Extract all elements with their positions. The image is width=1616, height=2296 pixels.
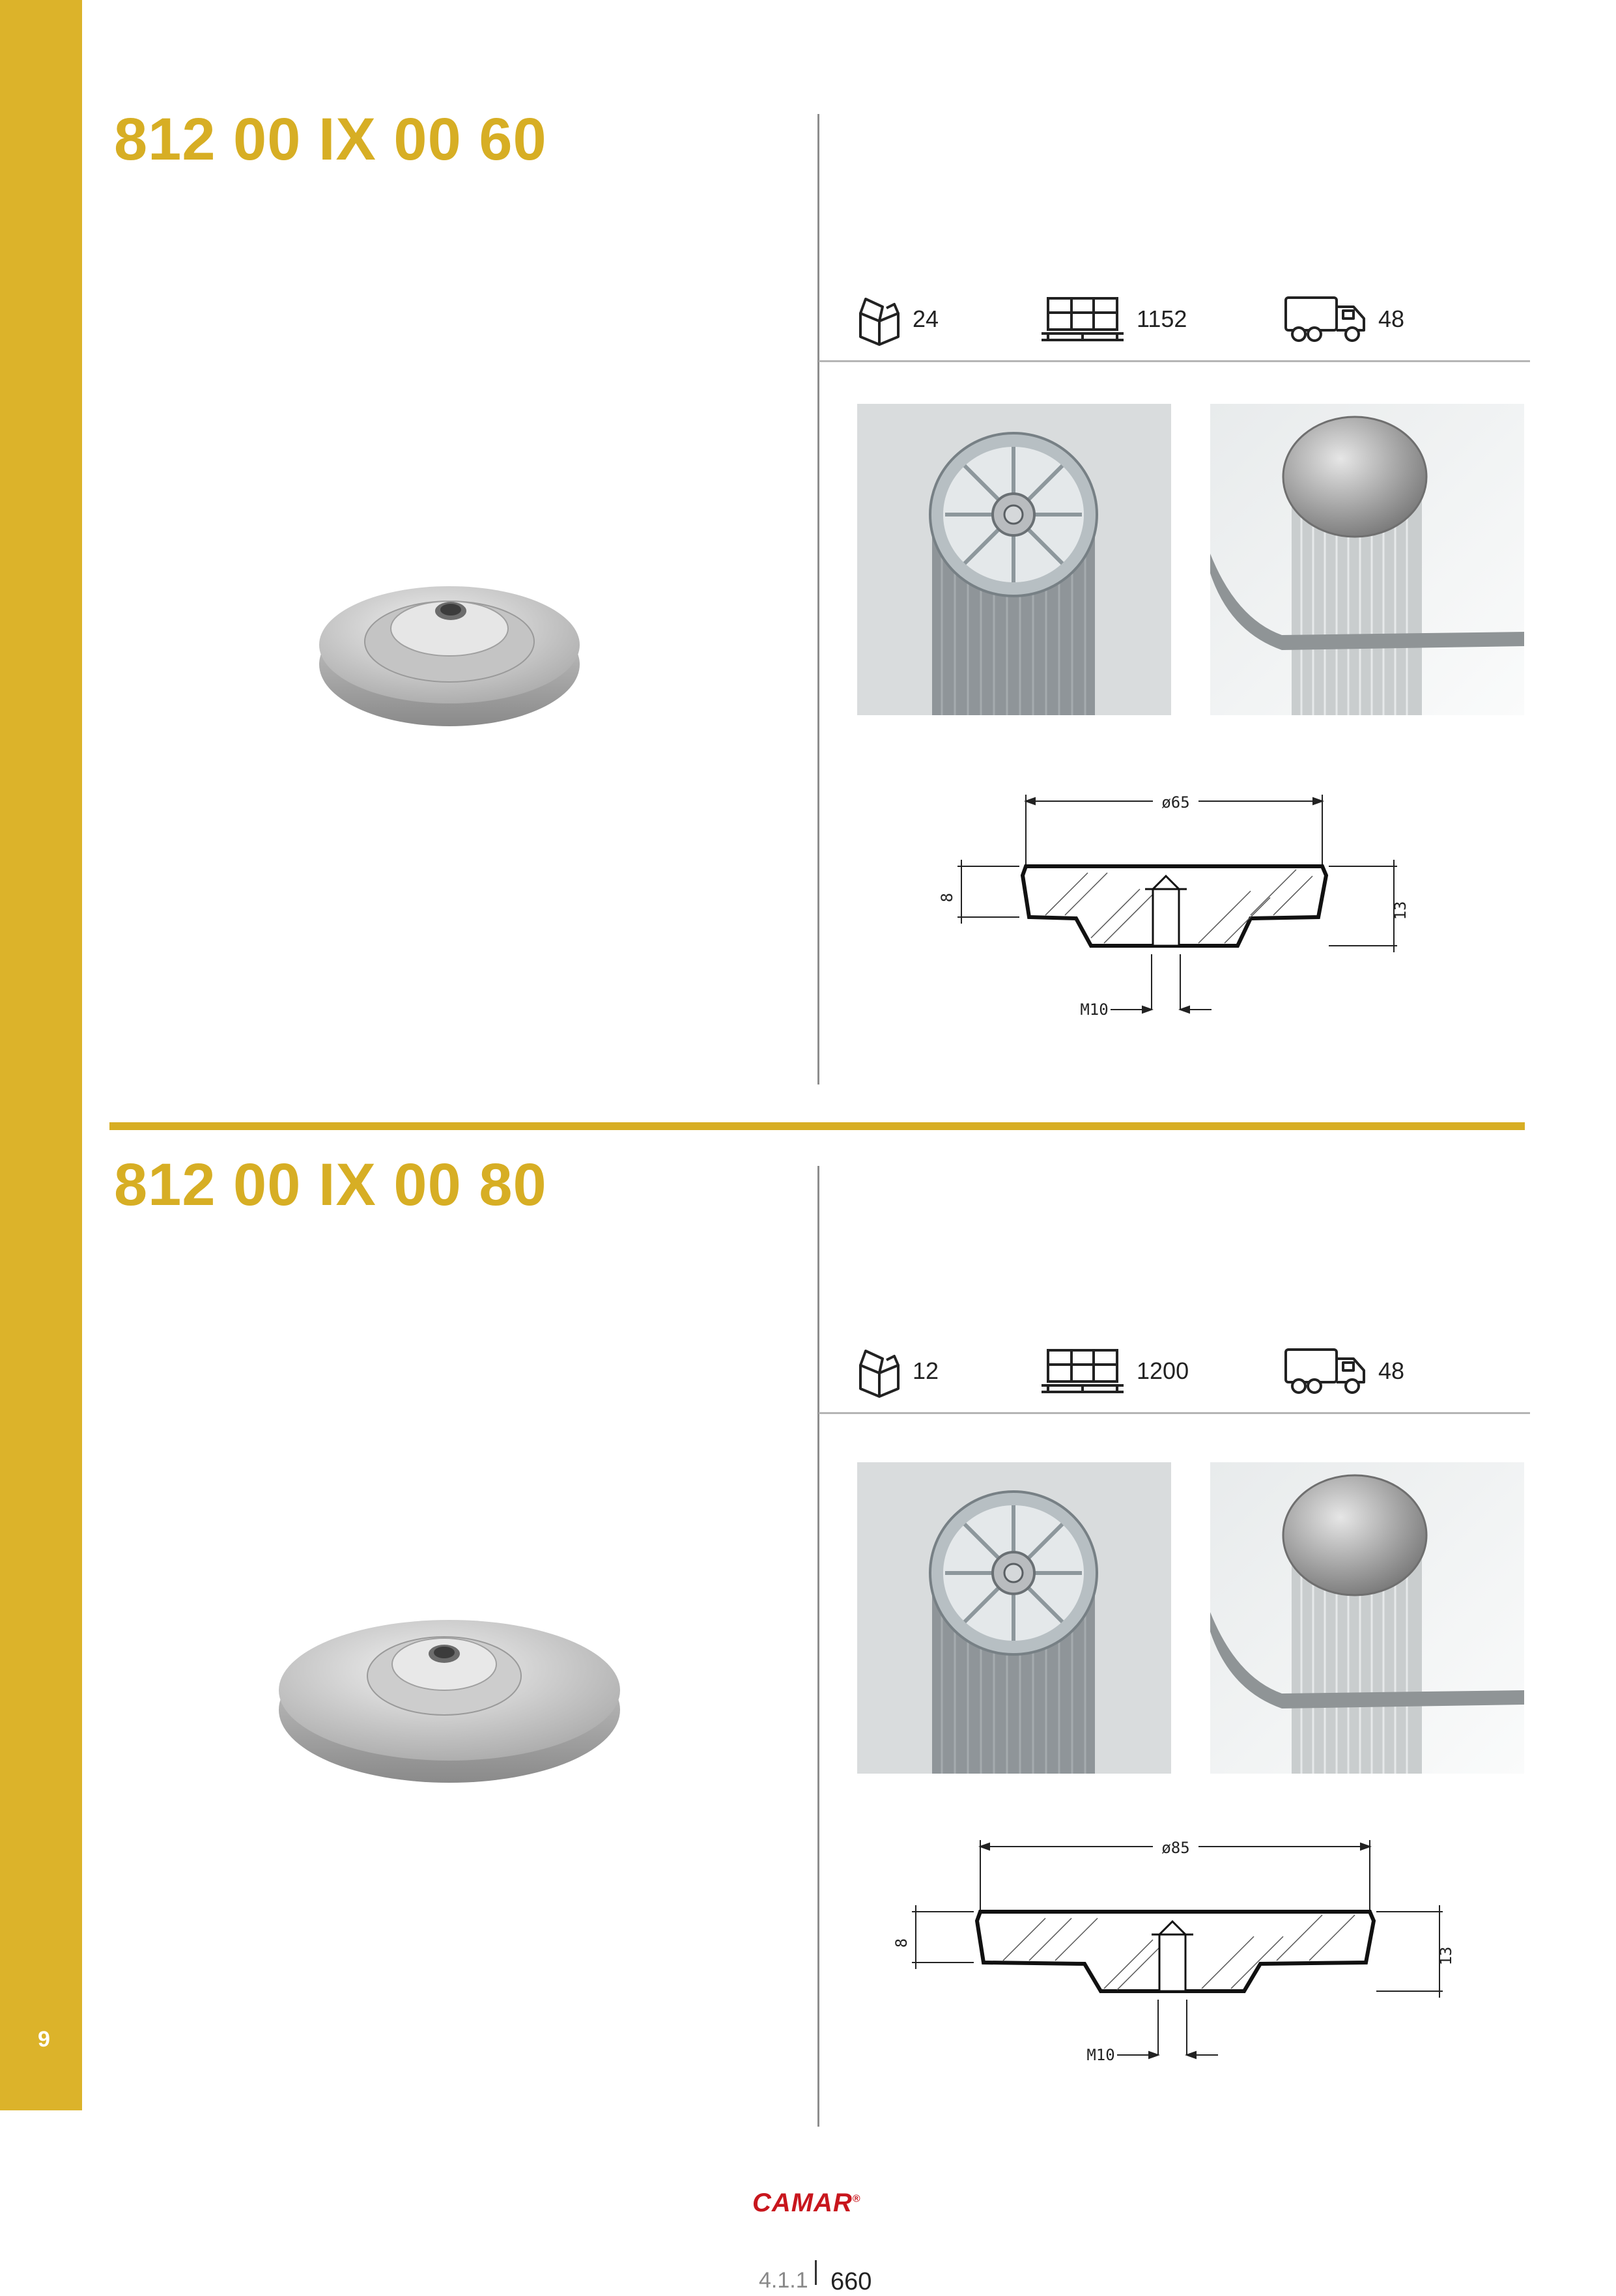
brand-mark: ® [852,2193,861,2205]
diameter-label: ø65 [1161,793,1190,812]
brand-logo [752,2189,861,2218]
box-icon [857,291,902,347]
technical-drawing [892,1827,1466,2075]
packaging-rule [819,360,1530,362]
sidebar-band [0,0,82,2110]
page-number: 660 [830,2268,872,2295]
truck-icon [1283,1344,1368,1398]
photo-leg-underside [857,404,1171,715]
truck-quantity [1283,1339,1404,1404]
product-code-title: 812 00 IX 00 80 [114,1152,547,1218]
column-divider [817,1166,819,2127]
pallet-quantity-value: 1152 [1137,305,1187,332]
section-separator [109,1122,1525,1130]
box-quantity-value: 12 [913,1357,939,1384]
diameter-label: ø85 [1161,1839,1190,1857]
truck-quantity [1283,287,1404,352]
pallet-icon [1039,1345,1126,1397]
photo-leg-underside [857,1462,1171,1774]
thread-label: M10 [1086,2046,1115,2064]
thread-label: M10 [1080,1000,1109,1019]
page-section-number: 9 [38,2027,50,2052]
box-icon [857,1343,902,1399]
product-image [274,1599,625,1788]
pallet-quantity-value: 1200 [1137,1357,1189,1384]
box-quantity [857,1339,939,1404]
box-quantity-value: 24 [913,305,939,332]
pallet-icon [1039,293,1126,345]
truck-quantity-value: 48 [1378,1357,1405,1384]
column-divider [817,114,819,1084]
section-number: 4.1.1 [759,2268,808,2293]
height-label-8: 8 [938,892,956,903]
footer-divider [815,2260,817,2285]
pallet-quantity [1039,1339,1189,1404]
product-code-title: 812 00 IX 00 60 [114,106,547,173]
product-image [313,573,586,730]
box-quantity [857,287,939,352]
photo-leg-with-foot [1210,404,1524,715]
truck-quantity-value: 48 [1378,305,1405,332]
height-label-13: 13 [1437,1946,1455,1966]
pallet-quantity [1039,287,1187,352]
height-label-13: 13 [1391,901,1410,920]
packaging-rule [819,1412,1530,1414]
brand-name: CAMAR [752,2189,853,2217]
photo-leg-with-foot [1210,1462,1524,1774]
height-label-8: 8 [892,1938,911,1948]
technical-drawing [938,782,1420,1029]
truck-icon [1283,292,1368,346]
